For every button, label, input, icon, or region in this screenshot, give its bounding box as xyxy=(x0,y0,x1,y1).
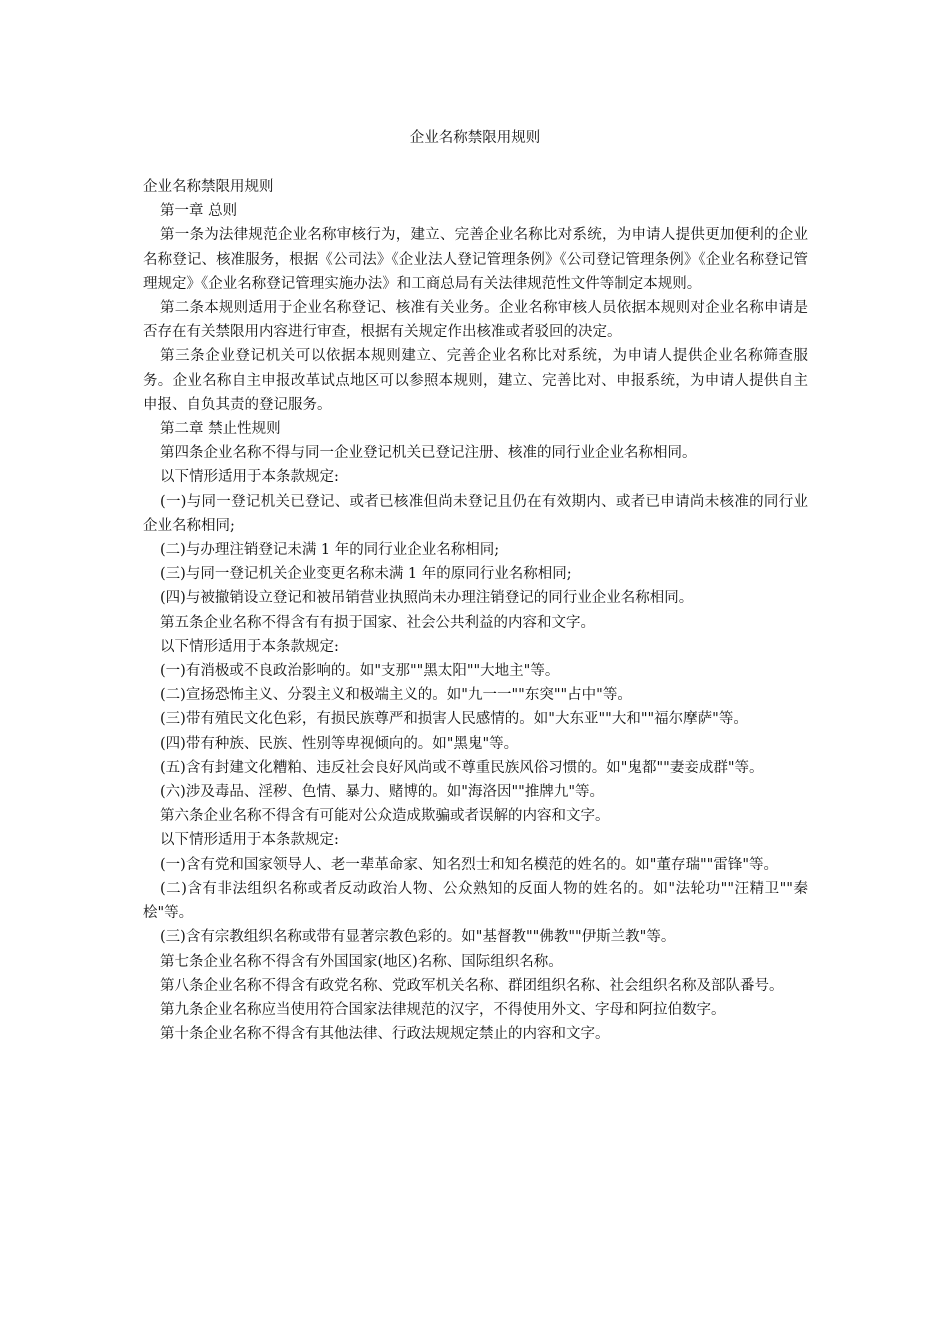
paragraph: (四)带有种族、民族、性别等卑视倾向的。如"黑鬼"等。 xyxy=(160,735,519,752)
paragraph: 以下情形适用于本条款规定: xyxy=(160,832,339,849)
paragraph: (四)与被撤销设立登记和被吊销营业执照尚未办理注销登记的同行业企业名称相同。 xyxy=(160,590,694,607)
paragraph: 以下情形适用于本条款规定: xyxy=(160,469,339,486)
paragraph: (二)含有非法组织名称或者反动政治人物、公众熟知的反面人物的姓名的。如"法轮功""汪精卫""秦桧"等。 xyxy=(143,880,808,922)
paragraph: 第一章 总则 xyxy=(160,203,238,220)
paragraph: 第七条企业名称不得含有外国国家(地区)名称、国际组织名称。 xyxy=(160,953,563,970)
paragraph: 第九条企业名称应当使用符合国家法律规范的汉字，不得使用外文、字母和阿拉伯数字。 xyxy=(160,1001,726,1018)
paragraph: 第五条企业名称不得含有有损于国家、社会公共利益的内容和文字。 xyxy=(160,614,595,631)
paragraph: 第十条企业名称不得含有其他法律、行政法规规定禁止的内容和文字。 xyxy=(160,1026,610,1043)
paragraph: 第二章 禁止性规则 xyxy=(160,421,281,438)
paragraph: (一)与同一登记机关已登记、或者已核准但尚未登记且仍在有效期内、或者已申请尚未核准的同行业企业名称相同; xyxy=(143,493,808,534)
paragraph: (三)带有殖民文化色彩，有损民族尊严和损害人民感情的。如"大东亚""大和""福尔摩萨"等。 xyxy=(160,711,748,728)
paragraph: 第一条为法律规范企业名称审核行为，建立、完善企业名称比对系统，为申请人提供更加便利的企业名称登记、核准服务，根据《公司法》《企业法人登记管理条例》《公司登记管理条例》《企业名称登记管理规定》《企业名称登记管理实施办法》和工商总局有关法律规范性文件等制定本规则。 xyxy=(143,227,808,292)
paragraph: 以下情形适用于本条款规定: xyxy=(160,638,339,655)
paragraph: (一)含有党和国家领导人、老一辈革命家、知名烈士和知名模范的姓名的。如"董存瑞""雷锋"等。 xyxy=(160,856,778,873)
paragraph: 第八条企业名称不得含有政党名称、党政军机关名称、群团组织名称、社会组织名称及部队番号。 xyxy=(160,977,784,994)
paragraph: (五)含有封建文化糟粕、违反社会良好风尚或不尊重民族风俗习惯的。如"鬼都""妻妾成群"等。 xyxy=(160,759,764,776)
paragraph: (六)涉及毒品、淫秽、色情、暴力、赌博的。如"海洛因""推牌九"等。 xyxy=(160,784,604,801)
paragraph: (三)与同一登记机关企业变更名称未满 1 年的原同行业名称相同; xyxy=(160,566,572,583)
paragraph: 第三条企业登记机关可以依据本规则建立、完善企业名称比对系统，为申请人提供企业名称筛查服务。企业名称自主申报改革试点地区可以参照本规则，建立、完善比对、申报系统，为申请人提供自主申报、自负其责的登记服务。 xyxy=(143,348,808,413)
paragraph: (二)宣扬恐怖主义、分裂主义和极端主义的。如"九一一""东突""占中"等。 xyxy=(160,687,632,704)
paragraph: 第六条企业名称不得含有可能对公众造成欺骗或者误解的内容和文字。 xyxy=(160,808,610,825)
paragraph: 第四条企业名称不得与同一企业登记机关已登记注册、核准的同行业企业名称相同。 xyxy=(160,445,697,462)
document-title: 企业名称禁限用规则 xyxy=(409,130,541,146)
paragraph: (三)含有宗教组织名称或带有显著宗教色彩的。如"基督教""佛教""伊斯兰教"等。 xyxy=(160,929,676,946)
paragraph: (一)有消极或不良政治影响的。如"支那""黑太阳""大地主"等。 xyxy=(160,663,560,680)
document-body xyxy=(143,175,808,1046)
paragraph: 第二条本规则适用于企业名称登记、核准有关业务。企业名称审核人员依据本规则对企业名称申请是否存在有关禁限用内容进行审查，根据有关规定作出核准或者驳回的决定。 xyxy=(143,300,808,341)
paragraph: 企业名称禁限用规则 xyxy=(143,179,274,195)
paragraph: (二)与办理注销登记未满 1 年的同行业企业名称相同; xyxy=(160,542,500,559)
